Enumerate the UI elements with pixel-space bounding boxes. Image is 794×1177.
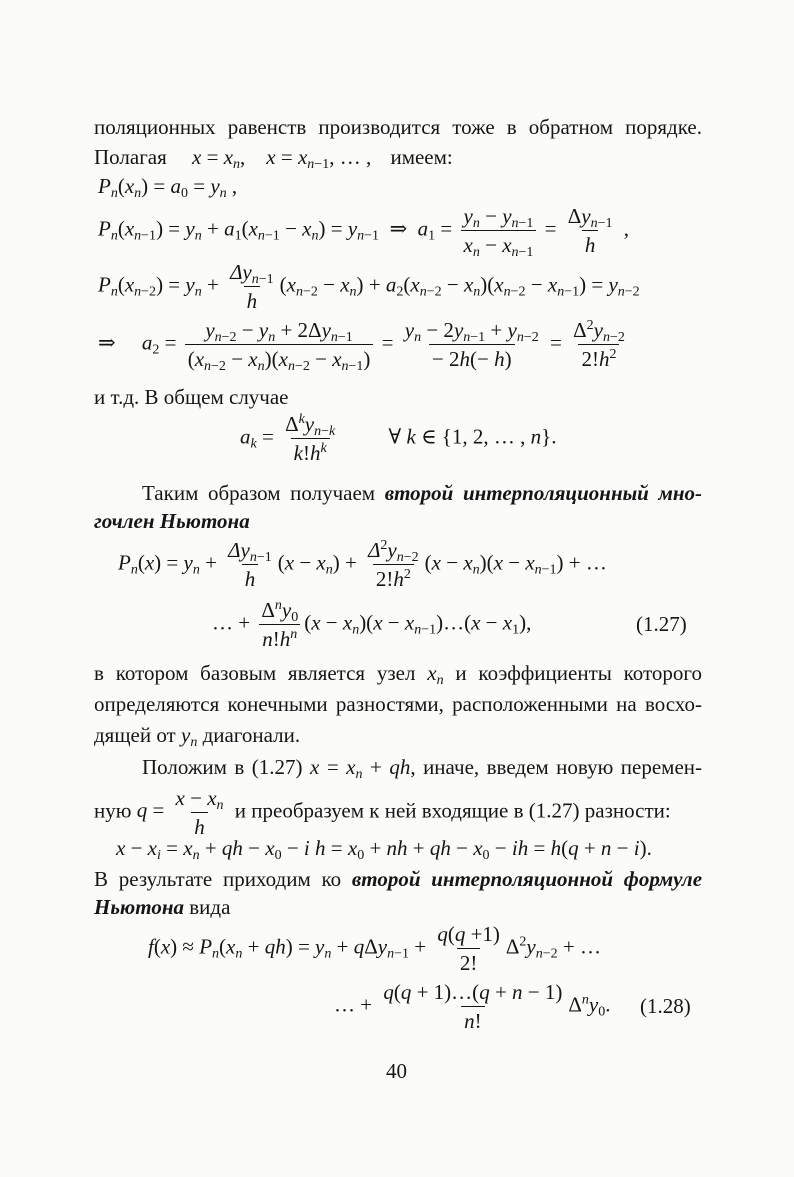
term-second-newton-poly-2: гочлен Ньютона [94, 509, 250, 533]
text-para-4-line-1: Положим в (1.27) $x = x_n$ + qh, иначе, введем новую перемен- [94, 752, 702, 783]
formula-pn-xn-1: $P_n(x_{n-1}) = y_n + a_1(x_{n-1} - x_n) = y_{n-1}$ ⇒ $a_1$ = $\frac{y_n - y_{n-1}}{x_n - x_{n-1}}$ = $\Delta y_{n-1}$ h , [98, 204, 630, 260]
formula-x-eq-xn: $x = x_n$, $x = x_{n-1}$, … , [192, 145, 372, 172]
word-imeem: имеем: [390, 145, 453, 169]
text-para-3-line-1: в котором базовым является узел $x_n$ и коэффициенты которого [94, 661, 703, 688]
formula-pn-xn-2: $P_n(x_{n-2}) = y_n$ + $\Delta y_{n-1}$ h $(x_{n-2} - x_n) + a_2(x_{n-2} - x_n)(x_{n-2} - x_{n-1}) = y_{n-2}$ [98, 260, 640, 313]
text-para-5-line-1 [94, 864, 702, 895]
page-number: 40 [386, 1059, 407, 1083]
text-para-5-line-2 [94, 892, 230, 923]
text-polozhim: Положим в (1.27) [142, 755, 303, 779]
text-para-3-line-2: определяются конечными разностями, расположенными на восхо- [94, 692, 702, 716]
formula-1-27-line-1: $P_n(x) = y_n$ + $\Delta y_{n-1}$ h $(x - x_n)$ + $\frac{\Delta^2y_{n-2}}{2!h^2}$ $(x - x_n)(x - x_{n-1})$ + … [118, 538, 607, 591]
term-second-newton-formula: второй интерполяционной формуле [351, 867, 703, 891]
text-para-4-line-2: ную q = $\frac{x - x_n}{h}$ и преобразуем к ней входящие в (1.27) разности: [94, 786, 671, 839]
text-para-3-line-3: дящей от $y_n$ диагонали. [94, 723, 301, 750]
text-general-case: и т.д. В общем случае [94, 385, 289, 409]
text-base-node: в котором базовым является узел [94, 661, 416, 685]
formula-1-27-line-2: … + $\Delta^ny_0$ $n!h^n$ $(x - x_n)(x$ − $x_{n-1})\dots(x - x_1)$, [212, 598, 532, 651]
text-vida: вида [189, 895, 231, 919]
formula-x-minus-xi: $x - x_i = x_n$ + qh − $x_0 - i$ $h = x_0$ + nh + qh − $x_0$ − ih = h(q + n − i). [116, 836, 652, 863]
term-newton: Ньютона [94, 895, 184, 919]
equation-number-1-27: (1.27) [636, 612, 687, 636]
text-takim-obrazom: Таким образом получаем [142, 481, 376, 505]
formula-1-28-line-2: … + $\frac{q(q + 1)\dots(q + n - 1)}{n!}$ $\Delta^ny_0$. [334, 980, 611, 1033]
text-v-rezultate: В результате приходим ко [94, 867, 342, 891]
formula-1-28-line-1: $f(x) \approx P_n(x_n + qh) = y_n + q\Delta y_{n-1}$ + $\frac{q(q +1)}{2!}$ $\Delta^2y_{n-2}$ + … [148, 922, 601, 975]
text-line-2 [94, 142, 453, 173]
text-line-1: поляционных равенств производится тоже в обратном порядке. [94, 115, 702, 139]
word-polagaya: Полагая [94, 145, 167, 169]
text-new-variable: , иначе, введем новую перемен- [410, 755, 703, 779]
text-transform-differences: и преобразуем к ней входящие в (1.27) разности: [234, 798, 671, 823]
formula-ak: $a_k$ = $\Delta^ky_{n-k}$ $k!h^k$ ∀ k ∈ {1, 2, … , n}. [240, 412, 557, 465]
text-nuyu: ную [94, 798, 132, 823]
formula-a2: ⇒ $a_2$ = $y_{n-2} - y_n + 2\Delta y_{n-1}$ $(x_{n-2} - x_n)(x_{n-2} - x_{n-1})$ = $\frac{y_n - 2y_{n-1} + y_{n-2}}{- 2h(- h)}$ = $\frac{\Delta^2y_{n-2}}{2!h^2}$ [98, 318, 625, 374]
term-second-newton-poly: второй интерполяционный мно- [384, 481, 703, 505]
text-para-2-line-1 [94, 478, 702, 509]
text-coefficients: и коэффициенты которого [455, 661, 703, 685]
formula-pn-xn: $P_n(x_n) = a_0 = y_n$ , [98, 174, 238, 201]
text-diagonal: диагонали. [202, 723, 301, 747]
text-ascending-from: дящей от [94, 723, 176, 747]
equation-number-1-28: (1.28) [640, 994, 691, 1018]
